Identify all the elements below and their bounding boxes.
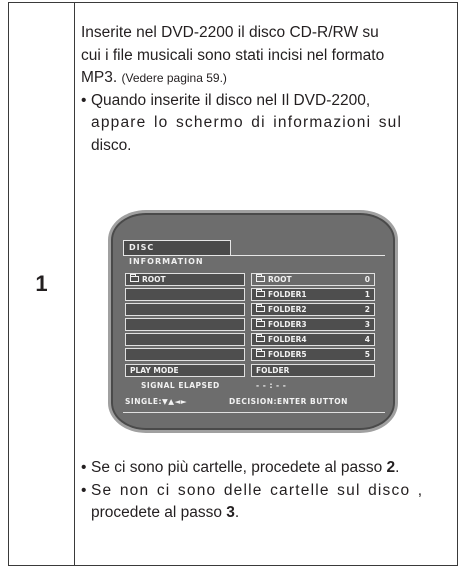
step-number: 1: [35, 271, 48, 296]
folder-icon: [256, 321, 265, 327]
bullet-icon: •: [81, 481, 87, 499]
left-folder-item: [125, 318, 245, 331]
play-mode-value: FOLDER: [251, 364, 375, 377]
folder-icon: [256, 276, 265, 282]
folder-icon: [256, 351, 265, 357]
intro-paragraph: Inserite nel DVD-2200 il disco CD-R/RW su cui i file musicali sono stati incisi nel formato MP3. (Vedere pagina 59.): [81, 24, 385, 86]
signal-elapsed-label: SIGNAL ELAPSED: [141, 381, 220, 390]
bullet-icon: •: [81, 459, 87, 476]
right-folder-item: FOLDER3 3: [251, 318, 375, 331]
left-folder-item: [125, 333, 245, 346]
bullet-no-folders: • Se non ci sono delle cartelle sul disco , procedete al passo 3.: [81, 480, 436, 525]
right-folder-item: FOLDER2 2: [251, 303, 375, 316]
step-content-lower: [81, 457, 436, 525]
screen-title: DISC INFORMATION: [123, 240, 231, 256]
column-divider: [74, 3, 75, 565]
folder-icon: [256, 306, 265, 312]
bullet-icon: •: [81, 91, 87, 109]
bottom-divider: [123, 412, 385, 413]
step-content: [81, 22, 436, 157]
play-mode-label: PLAY MODE: [125, 364, 245, 377]
title-divider: [123, 255, 385, 256]
left-folder-item: [125, 288, 245, 301]
folder-icon: [130, 276, 139, 282]
step-reference: 2: [386, 459, 396, 476]
right-folder-item-selected: ROOT 0: [251, 273, 375, 286]
page-reference: (Vedere pagina 59.): [121, 71, 227, 85]
step-reference: 3: [226, 504, 235, 521]
right-folder-item: FOLDER4 4: [251, 333, 375, 346]
right-folder-item: FOLDER5 5: [251, 348, 375, 361]
folder-icon: [256, 291, 265, 297]
folder-icon: [256, 336, 265, 342]
decision-hint: DECISION:ENTER BUTTON: [229, 397, 348, 406]
single-navigation-hint: SINGLE:▼▲◄►: [125, 397, 188, 406]
left-folder-item: ROOT: [125, 273, 245, 286]
left-folder-item: [125, 303, 245, 316]
left-folder-item: [125, 348, 245, 361]
right-folder-item: FOLDER1 1: [251, 288, 375, 301]
signal-elapsed-value: - - : - -: [256, 381, 287, 390]
disc-information-screen: [108, 210, 398, 433]
bullet-insert-disc: • Quando inserite il disco nel Il DVD-2200, appare lo schermo di informazioni sul disco.: [81, 90, 436, 158]
bullet-multiple-folders: • Se ci sono più cartelle, procedete al passo 2.: [81, 457, 436, 480]
